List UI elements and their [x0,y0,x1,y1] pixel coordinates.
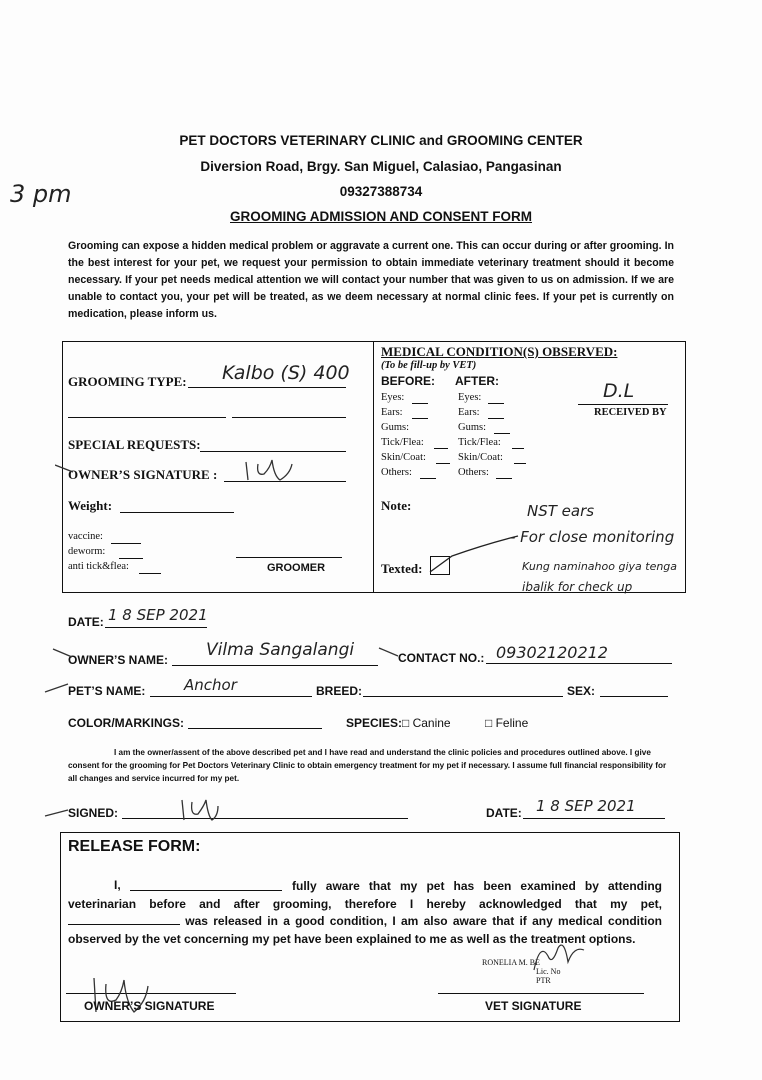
after-others: Others: [458,467,489,478]
owner-signature-mark [240,454,300,486]
grooming-type-line [188,387,346,388]
after-tick-line [512,448,524,449]
box-divider [373,342,374,592]
weight-label: Weight: [68,498,113,513]
signed-date-value[interactable]: 1 8 SEP 2021 [536,797,636,815]
date-label: DATE: [68,615,104,629]
after-gums-line [494,433,510,434]
consent-text: I am the owner/assent of the above described pet and I have read and understand the clinic policies and procedures outlined above. I give consent for the grooming for Pet Doctors Veterinary Clinic to obtain emergency treatment for my pet if necessary. I assume full financial responsibility for all changes and service incurred for my pet. [68,748,667,783]
pet-name-label: PET’S NAME: [68,684,146,698]
color-markings-label: COLOR/MARKINGS: [68,716,184,730]
owner-name-line [172,665,378,666]
strike-mark-icon [44,680,70,696]
vet-stamp-ptr: PTR [536,976,551,985]
species-canine-option[interactable]: □ Canine [402,716,451,730]
margin-note-time: 3 pm [10,180,72,208]
release-pet-blank [68,924,180,925]
after-label: AFTER: [455,374,499,388]
before-gums: Gums: [381,422,410,433]
release-owner-signature-label: OWNER’S SIGNATURE [84,999,215,1013]
signed-line [122,818,408,819]
breed-line [363,696,563,697]
received-by-line [578,404,668,405]
note-line-3[interactable]: Kung naminahoo giya tenga [522,560,678,573]
before-ears-line [412,418,428,419]
owner-name-value[interactable]: Vilma Sangalangi [206,640,355,660]
after-ears-line [488,418,504,419]
clinic-name: PET DOCTORS VETERINARY CLINIC and GROOMING CENTER [179,133,583,148]
special-requests-line [200,451,346,452]
vet-stamp-lic: Lic. No [536,967,561,976]
anti-tick-label: anti tick&flea: [68,561,129,572]
vaccine-line [111,543,141,544]
breed-label: BREED: [316,684,363,698]
received-by-value[interactable]: D.L [603,380,635,402]
weight-line [120,512,234,513]
strike-mark-icon [378,645,402,659]
intro-paragraph: Grooming can expose a hidden medical problem or aggravate a current one. This can occur during or after grooming. In the best interest for your pet, we request your permission to obtain immediate veterinary treatment should it become necessary. If your pet needs medical attention we will contact your number that was given to us on admission. If we are unable to contact you, your pet will be treated, as we deem necessary at normal clinic fees. If your pet is currently on medication, please inform us. [68,240,674,320]
signed-label: SIGNED: [68,806,119,820]
release-vet-signature-label: VET SIGNATURE [485,999,582,1013]
before-others-line [420,478,436,479]
after-others-line [496,478,512,479]
after-skin-line [514,463,526,464]
form-title: GROOMING ADMISSION AND CONSENT FORM [230,209,532,224]
color-markings-line [188,728,322,729]
before-eyes: Eyes: [381,392,405,403]
vet-stamp-name: RONELIA M. BE [482,958,540,967]
sex-label: SEX: [567,684,596,698]
anti-tick-line [139,573,161,574]
texted-check-mark-icon [426,530,526,576]
species-label: SPECIES: [346,716,403,730]
after-gums: Gums: [458,422,487,433]
medical-subtitle: (To be fill-up by VET) [381,360,477,371]
grooming-type-label: GROOMING TYPE: [68,374,187,389]
pet-name-line [150,696,312,697]
before-skin-line [436,463,450,464]
date-line [105,627,207,628]
deworm-line [119,558,143,559]
release-text-i: I, [114,878,121,892]
clinic-address: Diversion Road, Brgy. San Miguel, Calasiao, Pangasinan [200,159,562,174]
vet-signature-mark [530,936,590,976]
vaccine-label: vaccine: [68,531,103,542]
before-eyes-line [412,403,428,404]
contact-line [486,663,672,664]
after-eyes: Eyes: [458,392,482,403]
release-vet-signature-line [438,993,644,994]
after-tick-flea: Tick/Flea: [458,437,501,448]
owner-signature-label: OWNER’S SIGNATURE : [68,467,218,482]
note-line-4[interactable]: ibalik for check up [522,580,633,594]
before-others: Others: [381,467,412,478]
special-requests-label: SPECIAL REQUESTS: [68,437,201,452]
clinic-phone: 09327388734 [339,184,423,199]
groomer-label: GROOMER [267,562,326,574]
received-by-label: RECEIVED BY [594,407,667,418]
after-eyes-line [488,403,504,404]
before-ears: Ears: [381,407,403,418]
texted-label: Texted: [381,561,423,576]
strike-mark-icon [55,462,75,474]
signed-date-line [523,818,665,819]
pet-name-value[interactable]: Anchor [184,676,237,694]
grooming-extra-line-2 [232,417,346,418]
note-label: Note: [381,498,412,513]
species-feline-option[interactable]: □ Feline [485,716,529,730]
before-skin-coat: Skin/Coat: [381,452,426,463]
before-tick-flea: Tick/Flea: [381,437,424,448]
signed-date-label: DATE: [486,806,522,820]
strike-mark-icon [44,806,70,820]
strike-mark-icon [52,646,76,660]
contact-label: CONTACT NO.: [398,651,485,665]
after-skin-coat: Skin/Coat: [458,452,503,463]
owner-name-label: OWNER’S NAME: [68,653,168,667]
before-label: BEFORE: [381,374,435,388]
signed-signature-mark [176,796,222,826]
note-line-2[interactable]: - For close monitoring [510,528,675,546]
release-text-3: was released in a good condition, I am also aware that if any medical condition observed by the vet concerning my pet have been explained to me as well as the treatment options. [68,914,663,946]
date-value[interactable]: 1 8 SEP 2021 [108,606,208,624]
contact-value[interactable]: 09302120212 [496,643,608,662]
deworm-label: deworm: [68,546,106,557]
release-title: RELEASE FORM: [68,838,201,855]
grooming-type-value[interactable]: Kalbo (S) 400 [222,362,350,384]
note-line-1[interactable]: NST ears [527,502,595,520]
medical-title: MEDICAL CONDITION(S) OBSERVED: [381,344,618,359]
before-tick-line [434,448,448,449]
after-ears: Ears: [458,407,480,418]
groomer-line [236,557,342,558]
grooming-extra-line [68,417,226,418]
sex-line [600,696,668,697]
release-text-2: fully aware that my pet has been examined by attending veterinarian before and after grooming, therefore I hereby acknowledged that my pet, [68,879,662,911]
